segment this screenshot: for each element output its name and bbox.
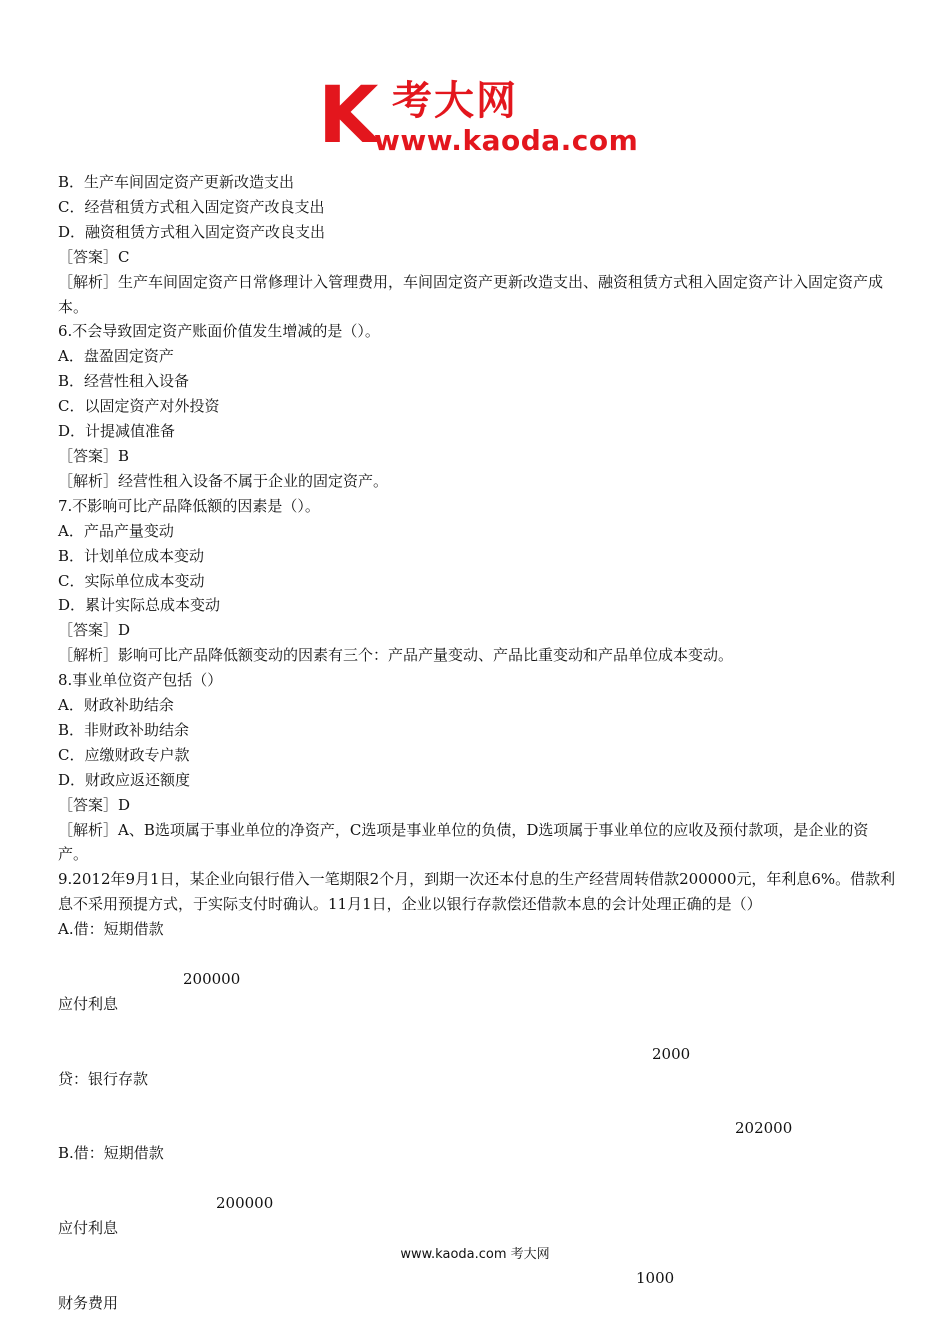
q8-option-d: D．财政应返还额度	[58, 770, 191, 789]
kaoda-logo	[318, 71, 639, 161]
q8-option-c: C．应缴财政专户款	[58, 745, 190, 764]
q9-option-b-line: B.借：短期借款	[58, 1144, 164, 1163]
q7-option-d: D．累计实际总成本变动	[58, 596, 221, 615]
q9-a-amount-2: 2000	[652, 1044, 691, 1063]
q6-option-b: B．经营性租入设备	[58, 372, 190, 391]
document-body	[58, 170, 898, 1316]
q8-option-a: A．财政补助结余	[58, 696, 174, 715]
q5-answer: ［答案］C	[58, 247, 130, 266]
q8-option-b: B．非财政补助结余	[58, 720, 190, 739]
q9-b-label-3: 财务费用	[58, 1293, 119, 1312]
q9-a-amount-3: 202000	[735, 1119, 793, 1138]
q9-b-amount-1: 200000	[216, 1194, 274, 1213]
q6-answer: ［答案］B	[58, 446, 130, 465]
q9-option-a-line: A.借：短期借款	[58, 920, 164, 939]
q9-a-label-3: 贷：银行存款	[58, 1069, 149, 1088]
q8-answer: ［答案］D	[58, 795, 131, 814]
logo-k-mark: K	[318, 71, 379, 161]
page-footer: www.kaoda.com 考大网	[400, 1247, 550, 1262]
q7-option-b: B．计划单位成本变动	[58, 546, 205, 565]
q6-option-d: D．计提减值准备	[58, 422, 176, 441]
q9-question: 9.2012年9月1日，某企业向银行借入一笔期限2个月，到期一次还本付息的生产经营周转借款200000元，年利息6%。借款利息不采用预提方式，于实际支付时确认。11月1日，企业以银行存款偿还借款本息的会计处理正确的是（）	[58, 870, 896, 914]
q9-b-amount-2: 1000	[636, 1268, 675, 1287]
q5-option-d: D．融资租赁方式租入固定资产改良支出	[58, 222, 326, 241]
q6-question: 6.不会导致固定资产账面价值发生增减的是（）。	[58, 322, 380, 341]
q6-option-c: C．以固定资产对外投资	[58, 397, 220, 416]
q7-question: 7.不影响可比产品降低额的因素是（）。	[58, 496, 320, 515]
q8-question: 8.事业单位资产包括（）	[58, 671, 223, 690]
logo-url: www.kaoda.com	[374, 124, 639, 157]
q8-analysis: ［解析］A、B选项属于事业单位的净资产，C选项是事业单位的负债，D选项属于事业单位的应收及预付款项，是企业的资产。	[58, 820, 869, 864]
q7-answer: ［答案］D	[58, 621, 131, 640]
q5-analysis: ［解析］生产车间固定资产日常修理计入管理费用，车间固定资产更新改造支出、融资租赁方式租入固定资产计入固定资产成本。	[58, 272, 884, 316]
q6-analysis: ［解析］经营性租入设备不属于企业的固定资产。	[58, 471, 389, 490]
q7-option-c: C．实际单位成本变动	[58, 571, 205, 590]
q6-option-a: A．盘盈固定资产	[58, 347, 174, 366]
q9-a-amount-1: 200000	[183, 969, 241, 988]
logo-chinese-name: 考大网	[392, 78, 518, 124]
q5-option-b: B．生产车间固定资产更新改造支出	[58, 173, 295, 191]
q7-analysis: ［解析］影响可比产品降低额变动的因素有三个：产品产量变动、产品比重变动和产品单位成本变动。	[58, 646, 734, 665]
q9-a-label-2: 应付利息	[58, 994, 119, 1013]
q9-b-label-2: 应付利息	[58, 1219, 119, 1237]
q7-option-a: A．产品产量变动	[58, 521, 174, 540]
q5-option-c: C．经营租赁方式租入固定资产改良支出	[58, 197, 325, 216]
